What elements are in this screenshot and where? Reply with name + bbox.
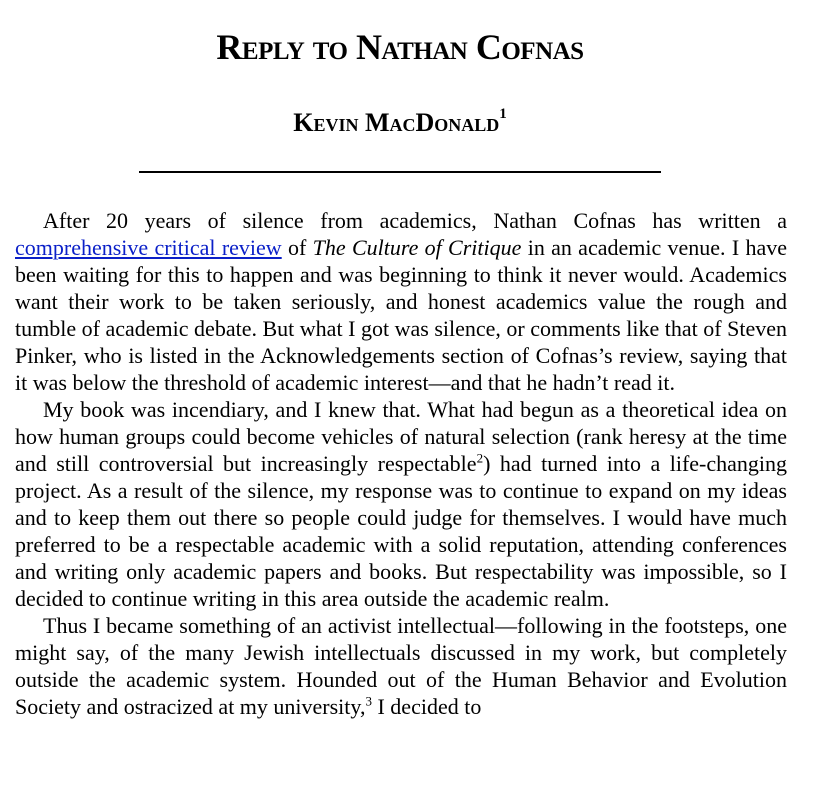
footnote-ref-2[interactable]: 2 [476, 450, 484, 466]
paragraph-1 [15, 207, 787, 396]
paragraph-1-text-rest: in an academic venue. I have been waiting for this to happen and was beginning to think it never would. Academics want their work to be taken seriously, and honest academics value the rough and tumble of academic debate. But what I got was silence, or comments like that of Steven Pinker, who is listed in the Acknowledgements section of Cofnas’s review, saying that it was below the threshold of academic interest—and that he hadn’t read it. [15, 235, 788, 395]
paragraph-2 [15, 396, 787, 612]
review-link[interactable]: comprehensive critical review [15, 235, 282, 260]
paragraph-3 [15, 612, 787, 720]
paragraph-2-text-start: My book was incendiary, and I knew that. What had begun as a theoretical idea on how human groups could become vehicles of natural selection (rank heresy at the time and still controversial but increasingly respectable [15, 397, 787, 476]
paragraph-2-text-rest: ) had turned into a life-changing project. As a result of the silence, my response was to continue to expand on my ideas and to keep them out there so people could judge for themselves. I would have much preferred to be a respectable academic with a solid reputation, attending conferences and writing only academic papers and books. But respectability was impossible, so I decided to continue writing in this area outside the academic realm. [15, 451, 787, 611]
paragraph-1-text-start: After 20 years of silence from academics, Nathan Cofnas has written a [43, 208, 787, 233]
footnote-ref-3[interactable]: 3 [365, 693, 372, 709]
document-title: Reply to Nathan Cofnas [216, 27, 584, 67]
paragraph-3-text-rest: I decided to [371, 694, 482, 719]
paragraph-1-text-mid: of [281, 235, 313, 260]
footnote-ref-1[interactable]: 1 [499, 106, 507, 122]
book-title: The Culture of Critique [312, 235, 522, 260]
author-name [0, 108, 800, 138]
paragraph-3-text-start: Thus I became something of an activist intellectual—following in the footsteps, one might say, of the many Jewish intellectuals discussed in my work, but completely outside the academic system. Hounded out of the Human Behavior and Evolution Society and ostracized at my university, [15, 613, 787, 719]
author-name-text: Kevin MacDonald [293, 108, 500, 137]
title-divider [139, 171, 661, 173]
article-body [15, 207, 787, 720]
